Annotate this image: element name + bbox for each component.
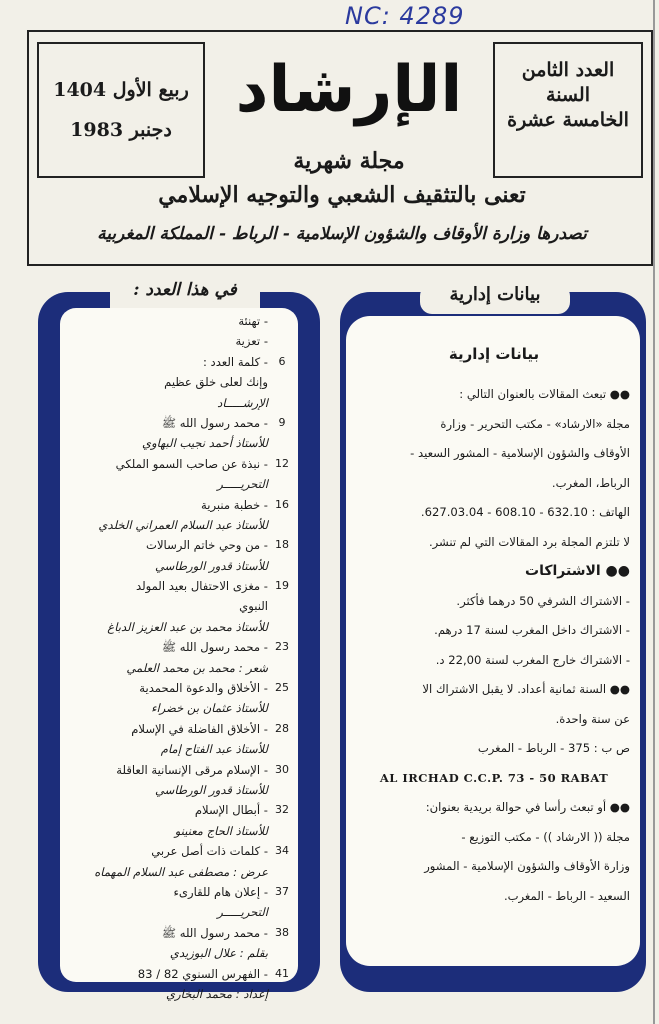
article-author: شعر : محمد بن محمد العلمي [126,660,268,675]
article-title: - كلمات ذات أصل عربي [151,844,268,859]
admin-line: مجلة «الارشاد» - مكتب التحرير - وزارة [440,416,630,431]
admin-line: ●● السنة ثمانية أعداد. لا يقبل الاشتراك الا [422,682,630,696]
article-title: - الإسلام مرقى الإنسانية العاقلة [116,762,268,777]
contents-row [68,311,294,331]
article-author: للأستاذ أحمد نجيب البهاوي [142,436,268,451]
contents-row [68,923,294,943]
contents-row [68,596,294,616]
article-title: - محمد رسول الله ﷺ [162,925,268,940]
admin-line: ●● أو تبعث رأسا في حوالة بريدية بعنوان: [425,800,630,814]
contents-row [68,882,294,902]
contents-row [68,658,294,678]
article-title: - محمد رسول الله ﷺ [162,640,268,655]
article-author: للأستاذ محمد بن عبد العزيز الدباغ [107,619,268,634]
admin-lines [358,368,630,911]
contents-row [68,800,294,820]
article-author: عرض : مصطفى عبد السلام المهماه [94,864,268,879]
contents-row [68,372,294,392]
page-number: 19 [275,579,289,593]
contents-row [68,515,294,535]
admin-line: - الاشتراك الشرفي 50 درهما فأكثر. [456,593,630,608]
article-title: النبوي [239,599,268,614]
page-number: 32 [275,803,289,817]
article-title: - تهنئة [238,314,268,328]
page-number: 34 [275,844,289,858]
contents-row [68,841,294,861]
admin-line: - الاشتراك خارج المغرب لسنة 22,00 د. [435,652,630,667]
contents-row [68,637,294,657]
page-number: 28 [275,721,289,735]
contents-row [68,352,294,372]
article-title: وإنك لعلى خلق عظيم [164,375,268,390]
admin-frame-heading: بيانات إدارية [420,284,570,314]
page-number: 30 [275,762,289,776]
contents-row [68,331,294,351]
gregorian-date: دجنبر 1983 [70,119,172,141]
contents-row [68,454,294,474]
article-author: التحريـــــر [217,477,268,492]
article-author: للأستاذ عبد الفتاح إمام [160,742,268,757]
issue-year: الخامسة عشرة [507,109,629,131]
contents-row [68,495,294,515]
contents-row [68,617,294,637]
article-title: - إعلان هام للقارىء [173,884,268,899]
admin-line: وزارة الأوقاف والشؤون الإسلامية - المشور [424,859,630,873]
contents-row [68,556,294,576]
contents-row [68,719,294,739]
admin-subheading: ●● الاشتراكات [525,563,630,579]
issue-box [493,42,643,178]
admin-line: الرباط، المغرب. [551,475,630,490]
page-number: 12 [275,456,289,470]
publisher-line: تصدرها وزارة الأوقاف والشؤون الإسلامية - الرباط - المملكة المغربية [97,224,587,244]
page-number: 25 [275,681,289,695]
article-author: للأستاذ الحاج معنينو [174,823,268,838]
contents-row [68,413,294,433]
contents-list [68,311,294,1004]
contents-row [68,739,294,759]
admin-line: - الاشتراك داخل المغرب لسنة 17 درهم. [434,623,630,637]
article-author: الإرشـــــاد [217,395,268,410]
article-title: - الأخلاق الفاضلة في الإسلام [131,721,268,736]
contents-heading: في هذا العدد : [110,280,260,308]
page-number: 23 [275,640,289,654]
article-author: للأستاذ قدور الورطاسي [154,558,268,573]
hijri-date: ربيع الأول 1404 [53,79,189,101]
catalog-stamp: NC: 4289 [345,2,465,30]
contents-row [68,474,294,494]
admin-line: السعيد - الرباط - المغرب. [503,888,630,903]
contents-row [68,393,294,413]
issue-year-label: السنة [546,84,590,106]
article-title: - الفهرس السنوي 82 / 83 [137,966,268,981]
contents-row [68,780,294,800]
article-title: - مغزى الاحتفال بعيد المولد [136,579,268,594]
contents-row [68,698,294,718]
article-title: - كلمة العدد : [202,354,268,369]
article-author: للأستاذ قدور الورطاسي [154,782,268,797]
article-title: - أبطال الإسلام [194,803,268,818]
page-edge [653,0,655,1024]
admin-line: عن سنة واحدة. [555,711,630,726]
article-title: - خطبة منبرية [201,497,268,512]
admin-line: مجلة (( الارشاد )) - مكتب التوزيع - [461,829,630,844]
admin-line: الهاتف : 632.10 - 608.10 - 627.03.04. [420,505,630,519]
contents-row [68,821,294,841]
page-number: 6 [278,354,286,368]
page-number: 41 [275,966,289,980]
page-number: 37 [275,884,289,898]
page-number: 18 [275,538,289,552]
admin-line: لا تلتزم المجلة برد المقالات التي لم تنشر. [428,534,630,549]
contents-row [68,943,294,963]
magazine-tagline: تعنى بالتثقيف الشعبي والتوجيه الإسلامي [158,182,526,208]
contents-row [68,760,294,780]
article-title: - تعزية [235,334,268,349]
article-author: إعداد : محمد البخاري [166,986,268,1001]
admin-line: الأوقاف والشؤون الإسلامية - المشور السعيد - [410,446,630,460]
magazine-subtitle: مجلة شهرية [293,148,405,174]
admin-title: بيانات إدارية [448,345,540,363]
contents-row [68,433,294,453]
page-number: 16 [275,497,289,511]
date-box [37,42,205,178]
page-number: 9 [278,415,286,429]
masthead [27,30,653,266]
admin-line: ص ب : 375 - الرباط - المغرب [477,741,630,755]
contents-row [68,678,294,698]
issue-number: العدد الثامن [521,59,615,81]
contents-row [68,862,294,882]
article-author: للأستاذ عثمان بن خضراء [151,701,268,716]
contents-row [68,902,294,922]
article-author: للأستاذ عبد السلام العمراني الخلدي [98,517,268,532]
contents-row [68,535,294,555]
article-title: - نبذة عن صاحب السمو الملكي [115,456,268,471]
article-title: - من وحي خاتم الرسالات [146,538,268,553]
article-author: بقلم : علال البوزيدي [169,946,268,961]
contents-row [68,964,294,984]
article-title: - الأخلاق والدعوة المحمدية [139,681,268,696]
article-author: التحريـــــر [217,905,268,920]
magazine-title: الإرشاد [235,53,463,127]
page-number: 38 [275,925,289,939]
contents-row [68,984,294,1004]
contents-row [68,576,294,596]
postal-account-line: AL IRCHAD C.C.P. 73 - 50 RABAT [379,770,609,785]
article-title: - محمد رسول الله ﷺ [162,415,268,430]
admin-body [358,345,630,911]
admin-line: ●● تبعث المقالات بالعنوان التالي : [459,387,630,401]
